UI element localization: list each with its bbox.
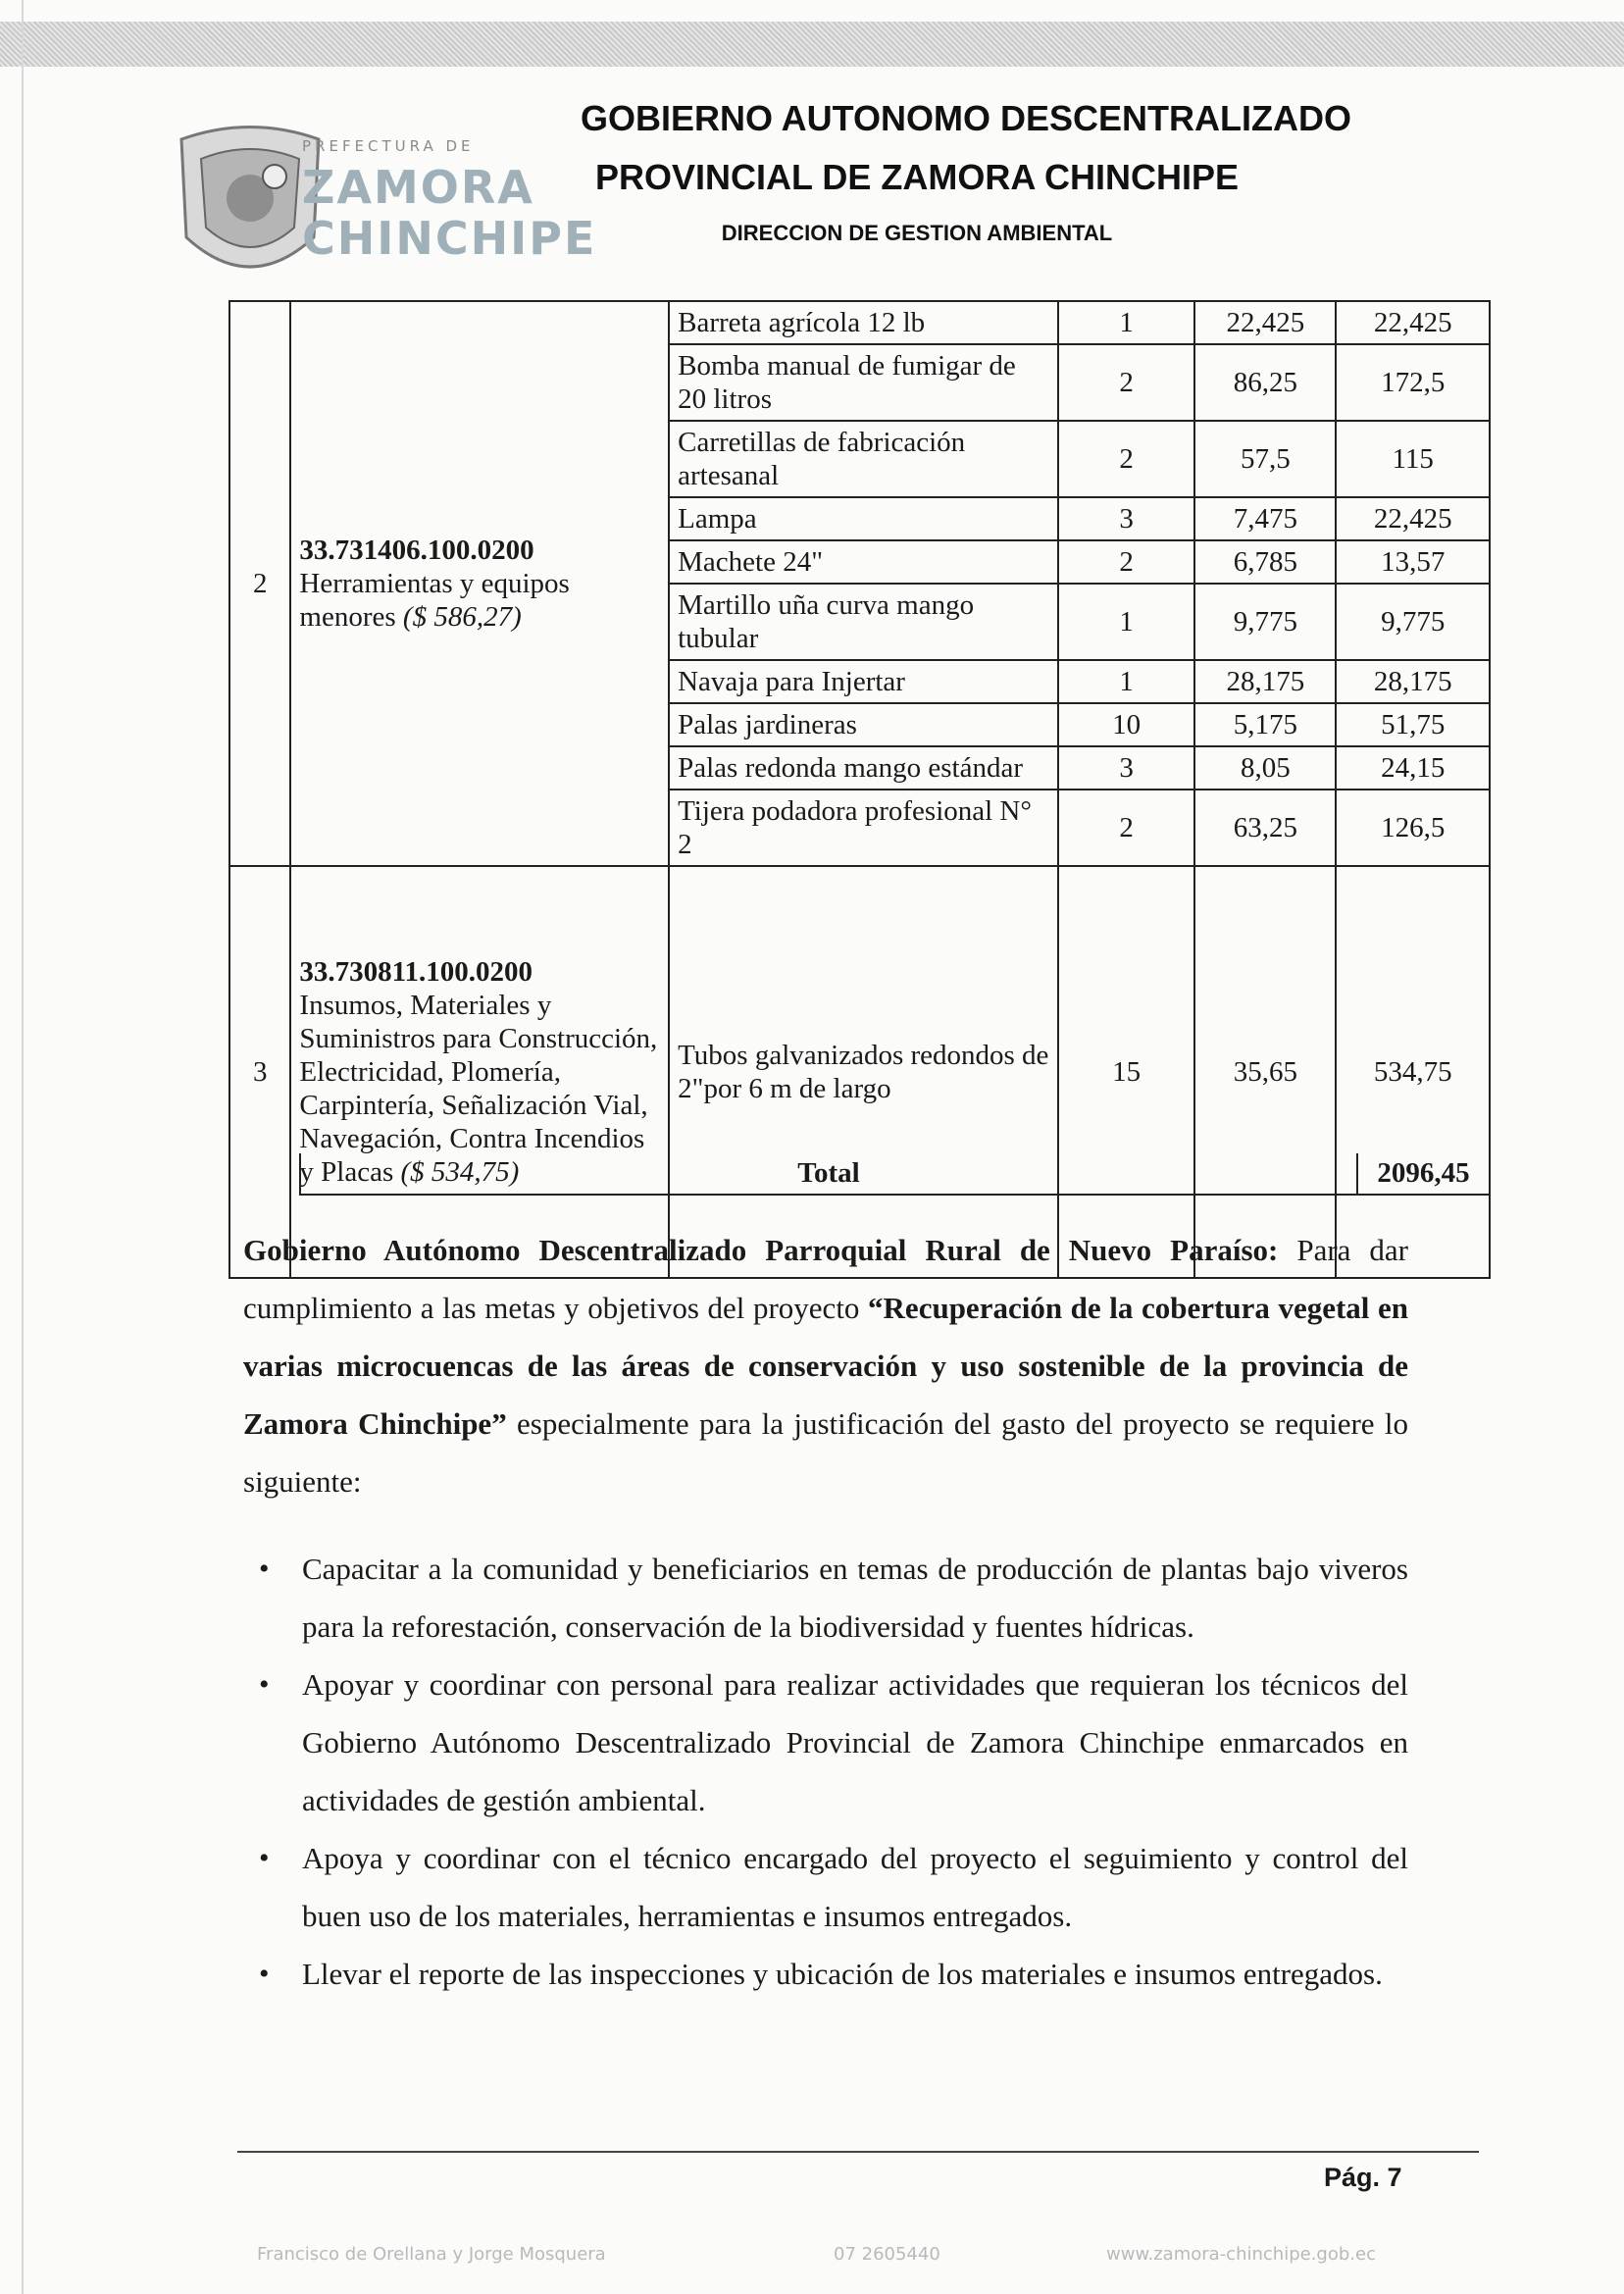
list-item: • Apoyar y coordinar con personal para realizar actividades que requieran los técnicos del Gobierno Autónomo Descentralizado Provincial de Zamora Chinchipe enmarcados en actividades de gestión ambiental.	[243, 1656, 1408, 1829]
account-amount: ($ 534,75)	[400, 1156, 520, 1188]
account-code: 33.730811.100.0200	[299, 956, 533, 988]
item-unit-price: 28,175	[1194, 660, 1336, 703]
item-description: Navaja para Injertar	[669, 660, 1058, 703]
total-row	[300, 1153, 1490, 1195]
item-total: 51,75	[1336, 703, 1490, 746]
item-number: 3	[229, 866, 290, 1278]
footer-phone: 07 2605440	[834, 2244, 940, 2265]
total-label: Total	[300, 1153, 1357, 1195]
item-unit-price: 57,5	[1194, 421, 1336, 497]
table-row	[229, 866, 1490, 1278]
item-unit-price: 35,65	[1194, 866, 1336, 1278]
header-subtitle: DIRECCION DE GESTION AMBIENTAL	[721, 221, 1113, 245]
outro-text: especialmente para la justificación del gasto del proyecto se requiere lo siguiente:	[243, 1406, 1409, 1499]
requirements-list	[243, 1540, 1408, 2003]
item-unit-price: 5,175	[1194, 703, 1336, 746]
logo-small-text: PREFECTURA DE	[302, 137, 475, 155]
account-cell	[290, 866, 669, 1278]
item-total: 9,775	[1336, 584, 1490, 660]
item-unit-price: 86,25	[1194, 344, 1336, 421]
item-total: 22,425	[1336, 301, 1490, 344]
item-quantity: 15	[1058, 866, 1194, 1278]
item-quantity: 1	[1058, 301, 1194, 344]
item-total: 13,57	[1336, 540, 1490, 584]
account-amount: ($ 586,27)	[402, 601, 522, 633]
item-description: Carretillas de fabricación artesanal	[669, 421, 1058, 497]
item-quantity: 3	[1058, 746, 1194, 790]
intro-text: Para dar cumplimiento a las metas y objetivos del proyecto	[243, 1233, 1408, 1325]
item-total: 172,5	[1336, 344, 1490, 421]
item-total: 126,5	[1336, 790, 1490, 866]
footer-divider	[237, 2151, 1479, 2153]
item-quantity: 2	[1058, 540, 1194, 584]
header-title-line2: PROVINCIAL DE ZAMORA CHINCHIPE	[594, 157, 1240, 197]
total-row-table	[299, 1153, 1491, 1196]
item-description: Martillo uña curva mango tubular	[669, 584, 1058, 660]
footer-web: www.zamora-chinchipe.gob.ec	[1106, 2244, 1376, 2265]
item-description: Lampa	[669, 497, 1058, 540]
item-description: Palas jardineras	[669, 703, 1058, 746]
logo-line-zamora: ZAMORA	[302, 161, 534, 214]
item-unit-price: 6,785	[1194, 540, 1336, 584]
project-name: “Recuperación de la cobertura vegetal en varias microcuencas de las áreas de conservación y uso sostenible de la provincia de Zamora Chinchipe”	[243, 1291, 1409, 1441]
item-total: 115	[1336, 421, 1490, 497]
item-number: 2	[229, 301, 290, 866]
item-quantity: 10	[1058, 703, 1194, 746]
total-value: 2096,45	[1357, 1153, 1490, 1195]
list-item: • Llevar el reporte de las inspecciones y ubicación de los materiales e insumos entregados.	[243, 1945, 1408, 2003]
item-total: 534,75	[1336, 866, 1490, 1278]
item-unit-price: 9,775	[1194, 584, 1336, 660]
body-paragraph	[243, 1221, 1408, 1510]
account-name: Insumos, Materiales y Suministros para Construcción, Electricidad, Plomería, Carpintería, Señalización Vial, Navegación, Contra Incendios y Placas	[299, 990, 658, 1188]
item-unit-price: 8,05	[1194, 746, 1336, 790]
item-unit-price: 7,475	[1194, 497, 1336, 540]
item-total: 28,175	[1336, 660, 1490, 703]
account-name: Herramientas y equipos menores	[299, 568, 570, 633]
entity-name: Gobierno Autónomo Descentralizado Parroquial Rural de Nuevo Paraíso:	[243, 1233, 1279, 1267]
item-quantity: 1	[1058, 584, 1194, 660]
list-item: • Apoya y coordinar con el técnico encargado del proyecto el seguimiento y control del buen uso de los materiales, herramientas e insumos entregados.	[243, 1829, 1408, 1945]
item-unit-price: 22,425	[1194, 301, 1336, 344]
prefectura-logo	[167, 110, 597, 296]
item-description: Tijera podadora profesional N° 2	[669, 790, 1058, 866]
table-row	[229, 301, 1490, 344]
item-total: 24,15	[1336, 746, 1490, 790]
item-quantity: 3	[1058, 497, 1194, 540]
account-cell	[290, 301, 669, 866]
list-item: • Capacitar a la comunidad y beneficiarios en temas de producción de plantas bajo viveros para la reforestación, conservación de la biodiversidad y fuentes hídricas.	[243, 1540, 1408, 1656]
header-title-line1: GOBIERNO AUTONOMO DESCENTRALIZADO	[580, 98, 1351, 138]
item-quantity: 2	[1058, 421, 1194, 497]
item-description: Tubos galvanizados redondos de 2"por 6 m de largo	[669, 866, 1058, 1278]
scan-left-edge	[22, 0, 24, 2294]
account-code: 33.731406.100.0200	[299, 535, 534, 566]
page-number: Pág. 7	[1324, 2163, 1402, 2192]
item-quantity: 2	[1058, 790, 1194, 866]
item-quantity: 1	[1058, 660, 1194, 703]
item-description: Bomba manual de fumigar de 20 litros	[669, 344, 1058, 421]
item-description: Palas redonda mango estándar	[669, 746, 1058, 790]
item-total: 22,425	[1336, 497, 1490, 540]
logo-line-chinchipe: CHINCHIPE	[302, 212, 597, 265]
item-description: Barreta agrícola 12 lb	[669, 301, 1058, 344]
footer-address: Francisco de Orellana y Jorge Mosquera	[257, 2244, 606, 2265]
item-unit-price: 63,25	[1194, 790, 1336, 866]
scan-top-band	[0, 22, 1624, 67]
item-description: Machete 24"	[669, 540, 1058, 584]
items-table	[228, 300, 1491, 1279]
item-quantity: 2	[1058, 344, 1194, 421]
